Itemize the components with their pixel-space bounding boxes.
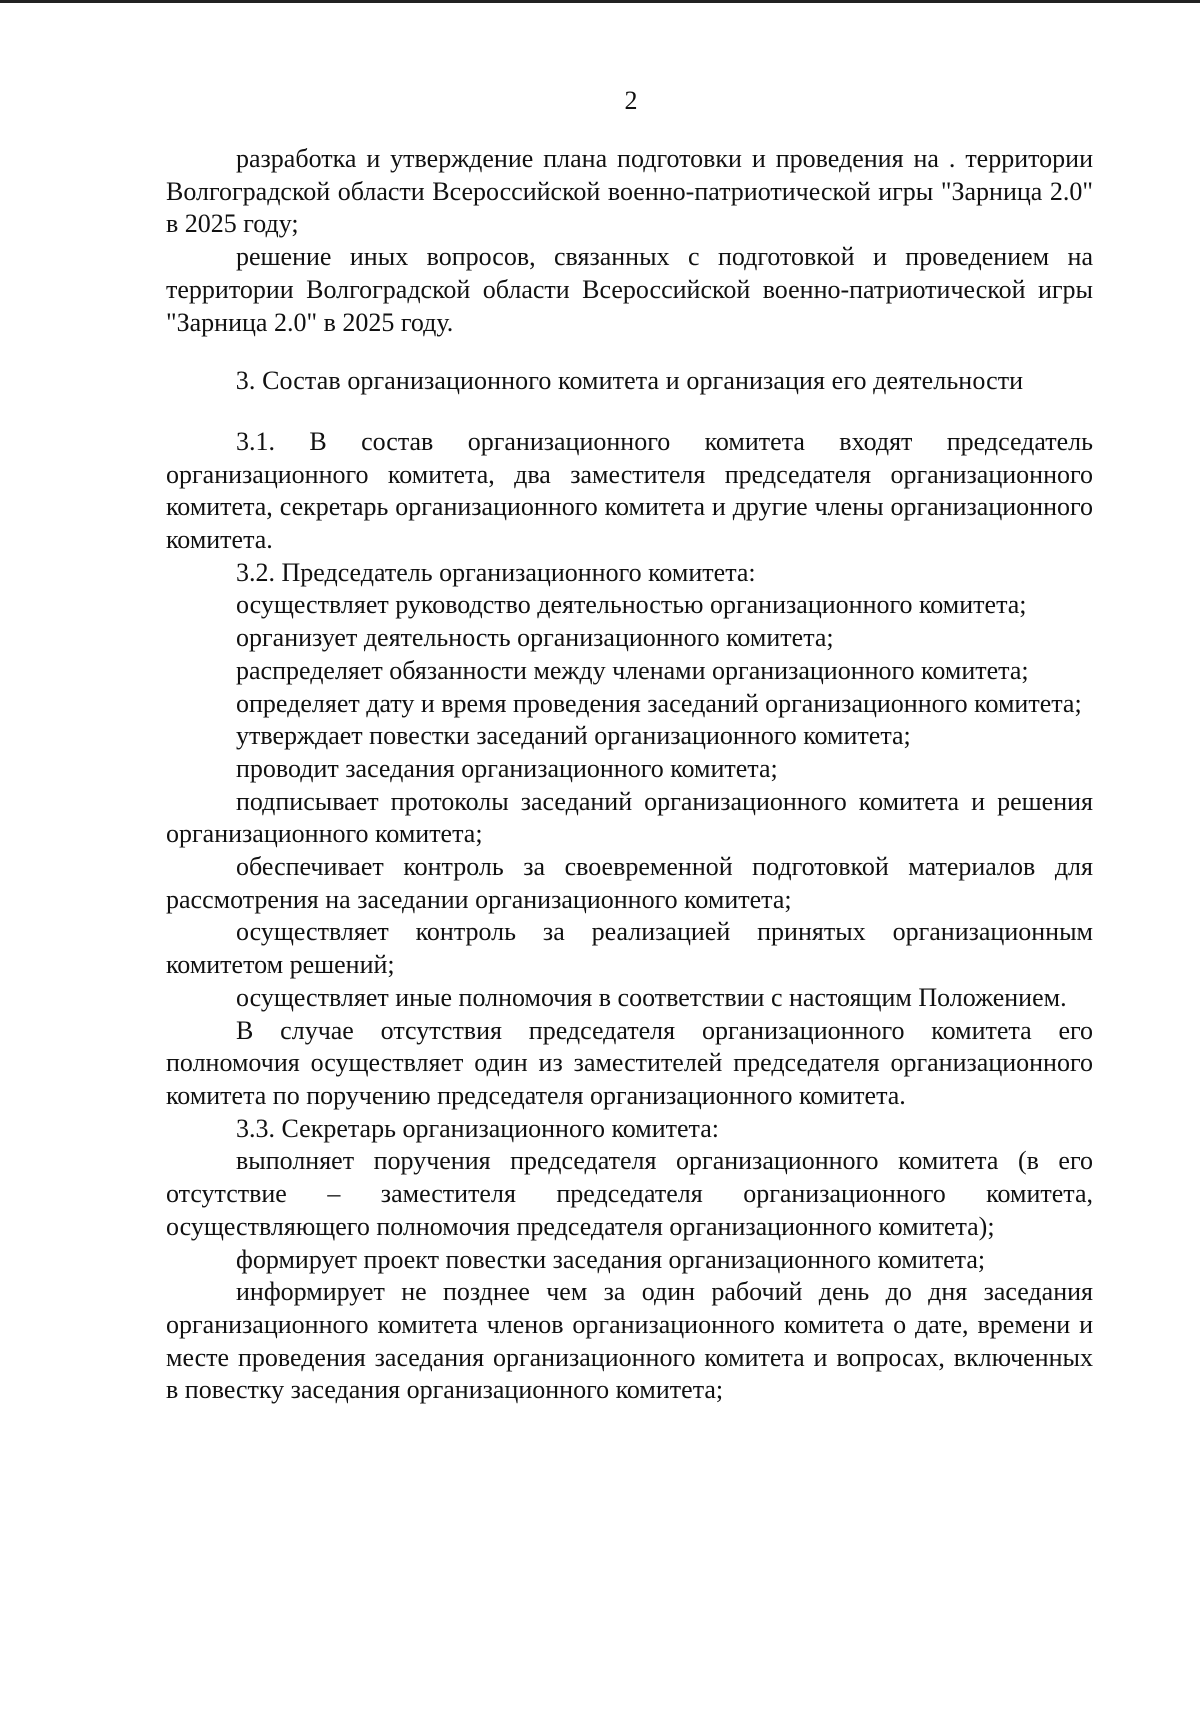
paragraph: В случае отсутствия председателя организационного комитета его полномочия осуществляет один из заместителей председателя организационного комитета по поручению председателя организационного комитета. (166, 1015, 1093, 1110)
paragraph: организует деятельность организационного комитета; (236, 623, 834, 653)
page-number: 2 (624, 86, 638, 115)
paragraph: распределяет обязанности между членами организационного комитета; (236, 655, 1029, 685)
paragraph: подписывает протоколы заседаний организационного комитета и решения организационного комитета; (166, 786, 1093, 849)
section-heading: 3. Состав организационного комитета и организация его деятельности (235, 366, 1024, 396)
paragraph: осуществляет иные полномочия в соответствии с настоящим Положением. (236, 982, 1067, 1012)
paragraph: 3.3. Секретарь организационного комитета: (236, 1113, 719, 1143)
paragraph: проводит заседания организационного комитета; (236, 753, 778, 783)
paragraph: разработка и утверждение плана подготовки и проведения на . территории Волгоградской области Всероссийской военно-патриотической игры "Зарница 2.0" в 2025 году; (166, 144, 1093, 239)
document-body (166, 143, 1093, 1407)
paragraph: обеспечивает контроль за своевременной подготовкой материалов для рассмотрения на заседании организационного комитета; (166, 852, 1093, 914)
paragraph: формирует проект повестки заседания организационного комитета; (236, 1244, 986, 1274)
paragraph: 3.1. В состав организационного комитета входят председатель организационного комитета, два заместителя председателя организационного комитета, секретарь организационного комитета и другие члены организационного комитета. (166, 426, 1093, 555)
paragraph: информирует не позднее чем за один рабочий день до дня заседания организационного комитета членов организационного комитета о дате, времени и месте проведения заседания организационного комитета и вопросах, включенных в повестку заседания организационного комитета; (166, 1277, 1093, 1405)
paragraph: утверждает повестки заседаний организационного комитета; (236, 721, 911, 751)
paragraph: осуществляет контроль за реализацией принятых организационным комитетом решений; (166, 917, 1093, 980)
paragraph: 3.2. Председатель организационного комитета: (236, 557, 756, 587)
paragraph: выполняет поручения председателя организационного комитета (в его отсутствие – заместителя председателя организационного комитета, осуществляющего полномочия председателя организационного комитета); (166, 1146, 1093, 1241)
paragraph: определяет дату и время проведения заседаний организационного комитета; (236, 688, 1082, 718)
paragraph: решение иных вопросов, связанных с подготовкой и проведением на территории Волгоградской области Всероссийской военно-патриотической игры "Зарница 2.0" в 2025 году. (166, 242, 1093, 337)
top-scan-edge (0, 0, 1200, 3)
paragraph: осуществляет руководство деятельностью организационного комитета; (236, 590, 1027, 620)
